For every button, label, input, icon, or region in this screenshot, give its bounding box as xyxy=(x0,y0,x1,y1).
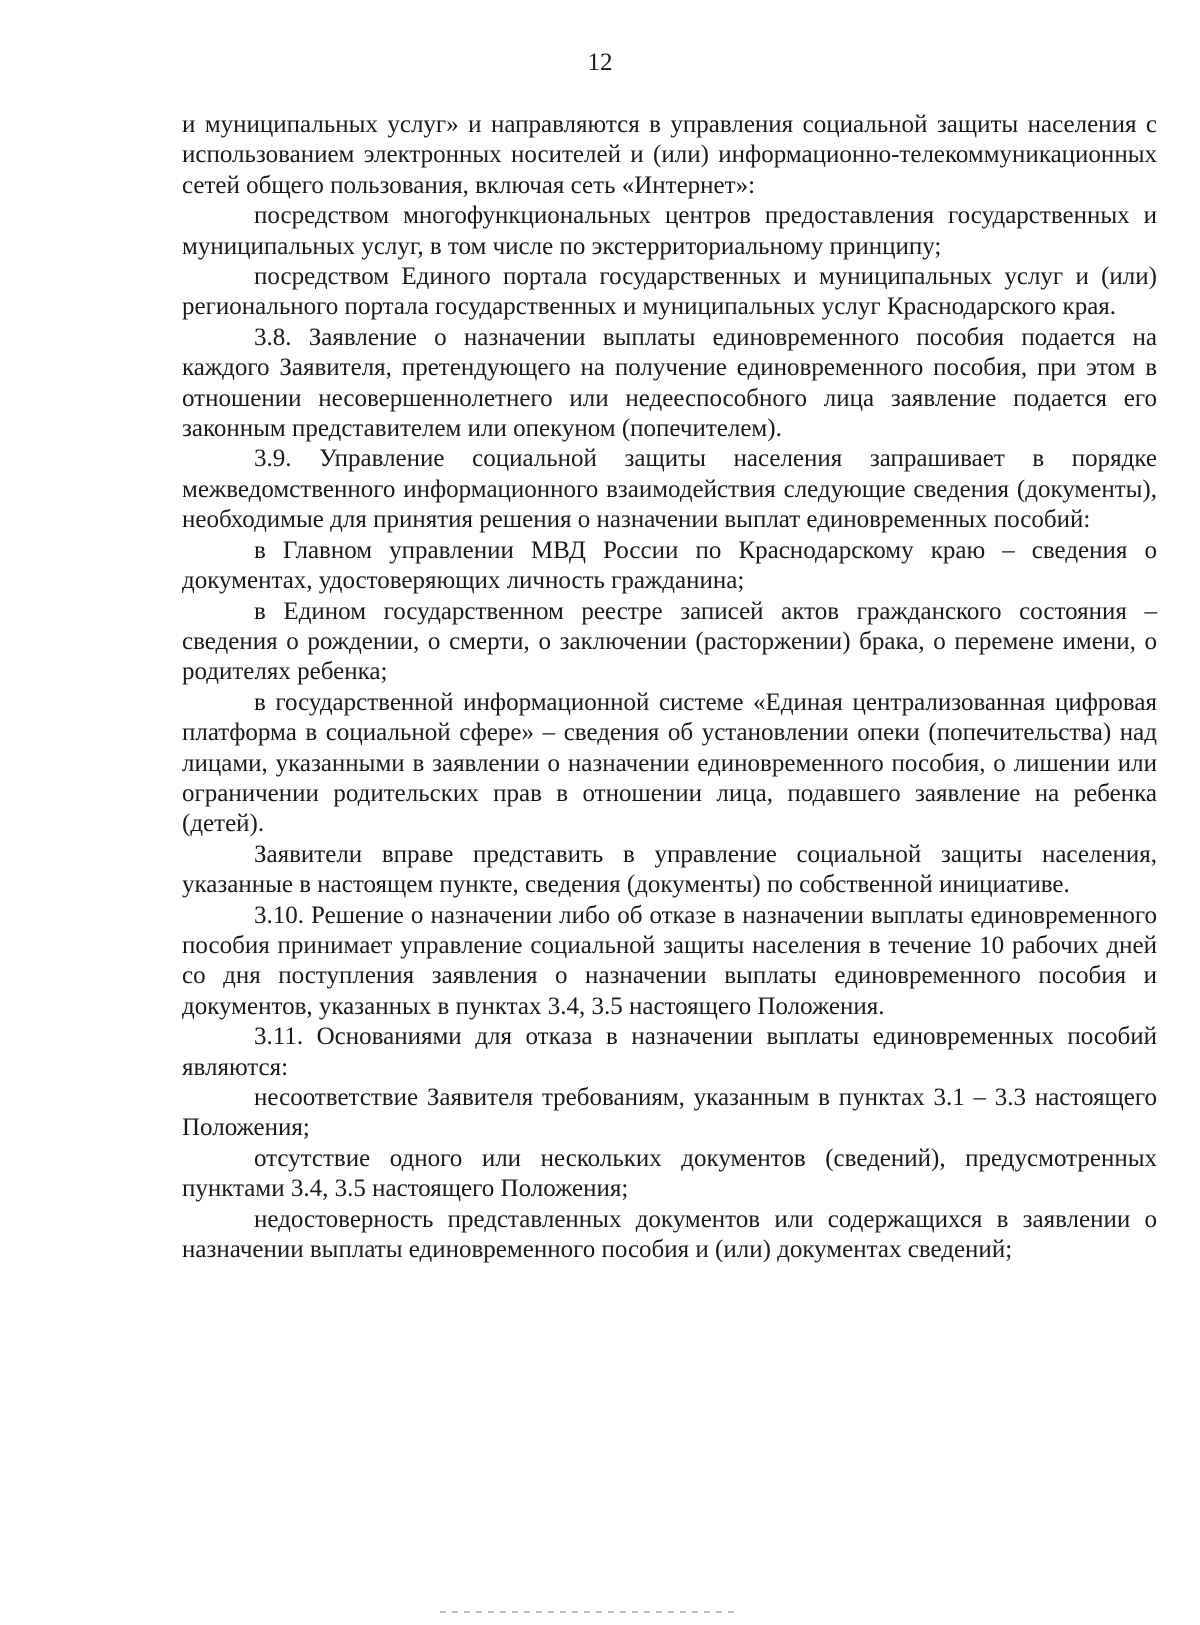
page-number: 12 xyxy=(587,49,613,76)
paragraph-portal: посредством Единого портала государственных и муниципальных услуг и (или) регионального портала государственных и муниципальных услуг Краснодарского края. xyxy=(182,263,1157,321)
paragraph-3-8: 3.8. Заявление о назначении выплаты единовременного пособия подается на каждого Заявителя, претендующего на получение единовременного пособия, при этом в отношении несовершеннолетнего или недееспособного лица заявление подается его законным представителем или опекуном (попечителем). xyxy=(182,323,1157,443)
paragraph-noncompliance: несоответствие Заявителя требованиям, указанным в пунктах 3.1 – 3.3 настоящего Положения; xyxy=(182,1084,1157,1142)
paragraph-continuation: и муниципальных услуг» и направляются в управления социальной защиты населения с использованием электронных носителей и (или) информационно-телекоммуникационных сетей общего пользования, включая сеть «Интернет»: xyxy=(182,111,1157,199)
scan-artifact xyxy=(440,1611,740,1613)
paragraph-gis: в государственной информационной системе «Единая централизованная цифровая платформа в социальной сфере» – сведения об установлении опеки (попечительства) над лицами, указанными в заявлении о назначении единовременного пособия, о лишении или ограничении родительских прав в отношении лица, подавшего заявление на ребенка (детей). xyxy=(182,688,1157,838)
paragraph-mfc: посредством многофункциональных центров предоставления государственных и муниципальных услуг, в том числе по экстерриториальному принципу; xyxy=(182,202,1157,260)
document-body xyxy=(182,110,1157,1265)
paragraph-applicants-right: Заявители вправе представить в управление социальной защиты населения, указанные в настоящем пункте, сведения (документы) по собственной инициативе. xyxy=(182,840,1157,899)
paragraph-unreliable-documents: недостоверность представленных документов или содержащихся в заявлении о назначении выплаты единовременного пособия и (или) документах сведений; xyxy=(182,1205,1157,1264)
paragraph-3-11: 3.11. Основаниями для отказа в назначении выплаты единовременных пособий являются: xyxy=(182,1023,1157,1081)
paragraph-3-9: 3.9. Управление социальной защиты населения запрашивает в порядке межведомственного информационного взаимодействия следующие сведения (документы), необходимые для принятия решения о назначении выплат единовременных пособий: xyxy=(182,445,1157,534)
paragraph-registry: в Едином государственном реестре записей актов гражданского состояния – сведения о рождении, о смерти, о заключении (расторжении) брака, о перемене имени, о родителях ребенка; xyxy=(182,597,1157,686)
paragraph-missing-documents: отсутствие одного или нескольких документов (сведений), предусмотренных пунктами 3.4, 3.5 настоящего Положения; xyxy=(182,1144,1157,1203)
paragraph-3-10: 3.10. Решение о назначении либо об отказе в назначении выплаты единовременного пособия принимает управление социальной защиты населения в течение 10 рабочих дней со дня поступления заявления о назначении выплаты единовременного пособия и документов, указанных в пунктах 3.4, 3.5 настоящего Положения. xyxy=(182,901,1157,1020)
paragraph-mvd: в Главном управлении МВД России по Краснодарскому краю – сведения о документах, удостоверяющих личность гражданина; xyxy=(182,536,1157,595)
